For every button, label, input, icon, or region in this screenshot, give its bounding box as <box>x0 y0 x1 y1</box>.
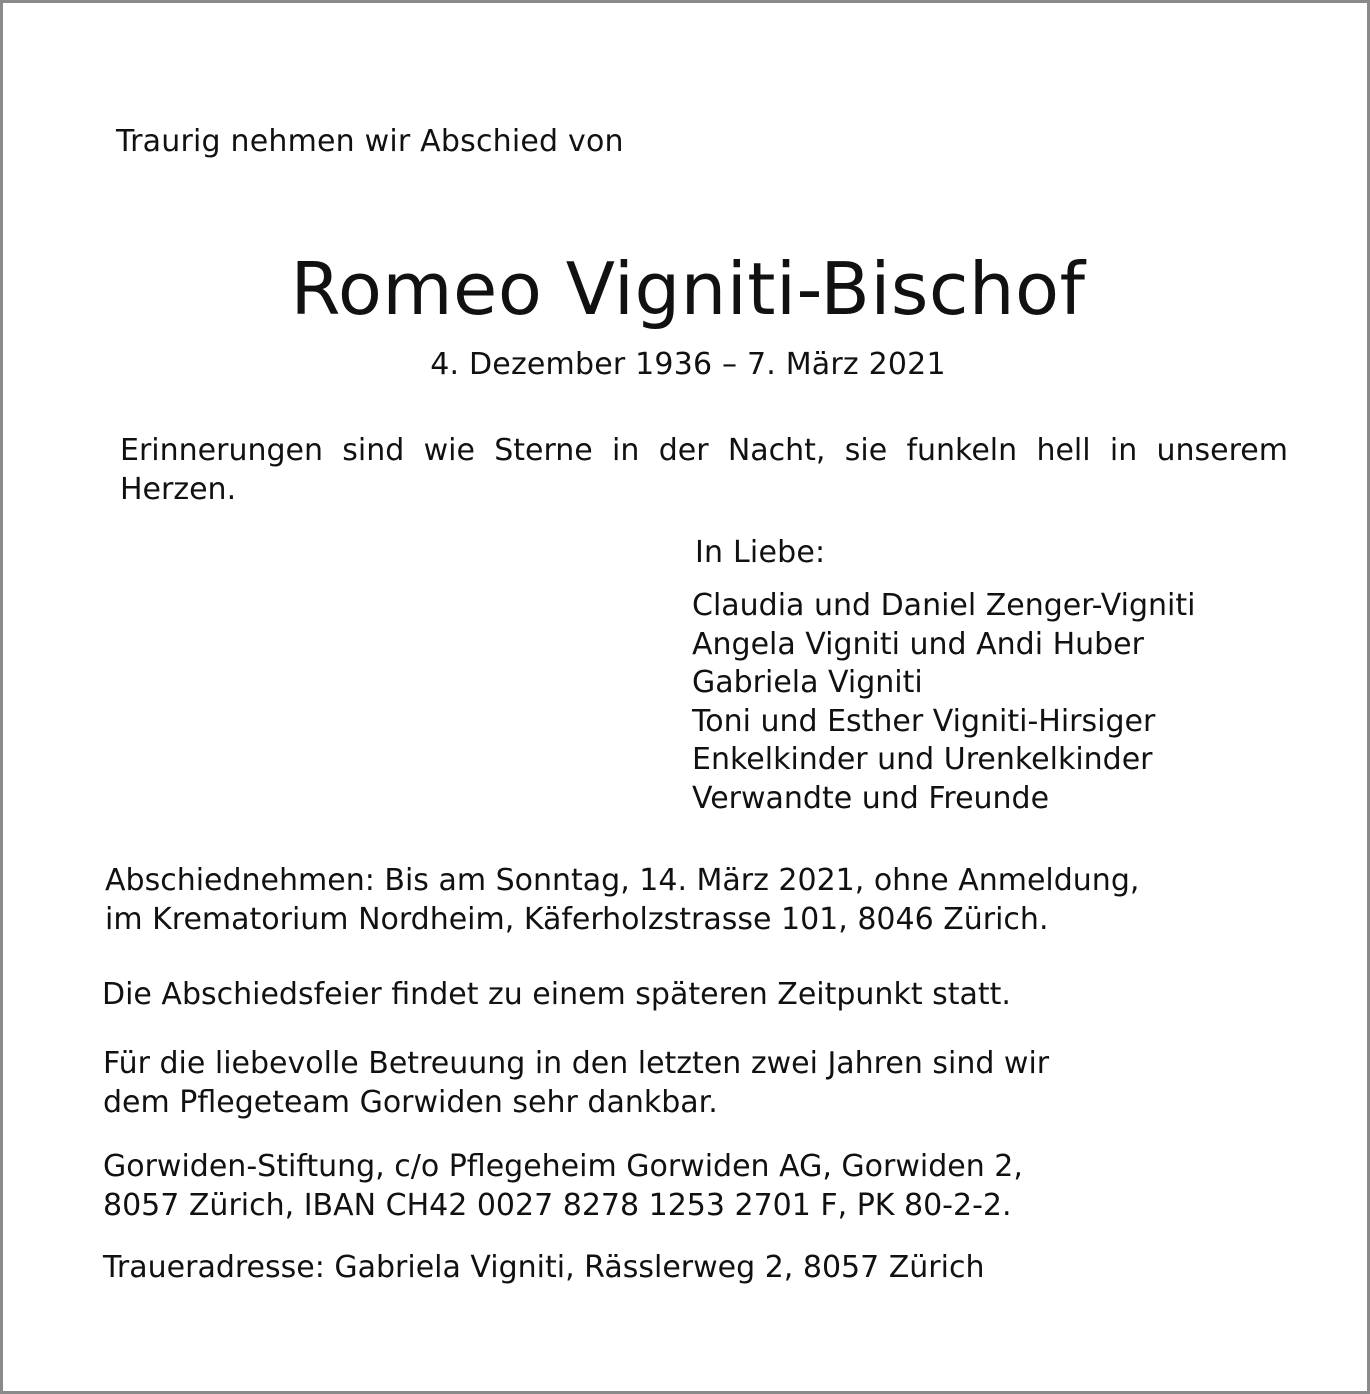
farewell-info <box>105 861 1139 939</box>
donation-info <box>103 1147 1023 1225</box>
mourner-item: Toni und Esther Vigniti-Hirsiger <box>692 703 1156 739</box>
mourner-item: Verwandte und Freunde <box>692 780 1050 816</box>
ceremony-note: Die Abschiedsfeier findet zu einem späteren Zeitpunkt statt. <box>102 977 1011 1012</box>
mourner-item: Enkelkinder und Urenkelkinder <box>692 742 1153 777</box>
thanks-line: Für die liebevolle Betreuung in den letzten zwei Jahren sind wir <box>103 1046 1050 1081</box>
intro-text: Traurig nehmen wir Abschied von <box>116 124 624 159</box>
mourning-address: Traueradresse: Gabriela Vigniti, Rässlerweg 2, 8057 Zürich <box>103 1250 985 1285</box>
life-dates: 4. Dezember 1936 – 7. März 2021 <box>430 347 946 382</box>
in-love-label: In Liebe: <box>695 535 826 570</box>
mourner-item: Angela Vigniti und Andi Huber <box>692 626 1144 662</box>
mourner-item: Claudia und Daniel Zenger-Vigniti <box>692 588 1196 623</box>
farewell-line: im Krematorium Nordheim, Käferholzstrasse 101, 8046 Zürich. <box>105 902 1049 937</box>
mourner-item: Gabriela Vigniti <box>692 665 923 700</box>
thanks-note <box>103 1044 1049 1122</box>
farewell-line: Abschiednehmen: Bis am Sonntag, 14. März 2021, ohne Anmeldung, <box>105 863 1140 898</box>
donation-line: Gorwiden-Stiftung, c/o Pflegeheim Gorwiden AG, Gorwiden 2, <box>103 1149 1023 1184</box>
donation-line: 8057 Zürich, IBAN CH42 0027 8278 1253 2701 F, PK 80-2-2. <box>103 1188 1012 1223</box>
memorial-quote: Erinnerungen sind wie Sterne in der Nacht, sie funkeln hell in unserem Herzen. <box>120 433 1288 507</box>
thanks-line: dem Pflegeteam Gorwiden sehr dankbar. <box>103 1085 718 1120</box>
deceased-name: Romeo Vigniti-Bischof <box>290 247 1086 331</box>
mourners-list <box>692 587 1195 818</box>
